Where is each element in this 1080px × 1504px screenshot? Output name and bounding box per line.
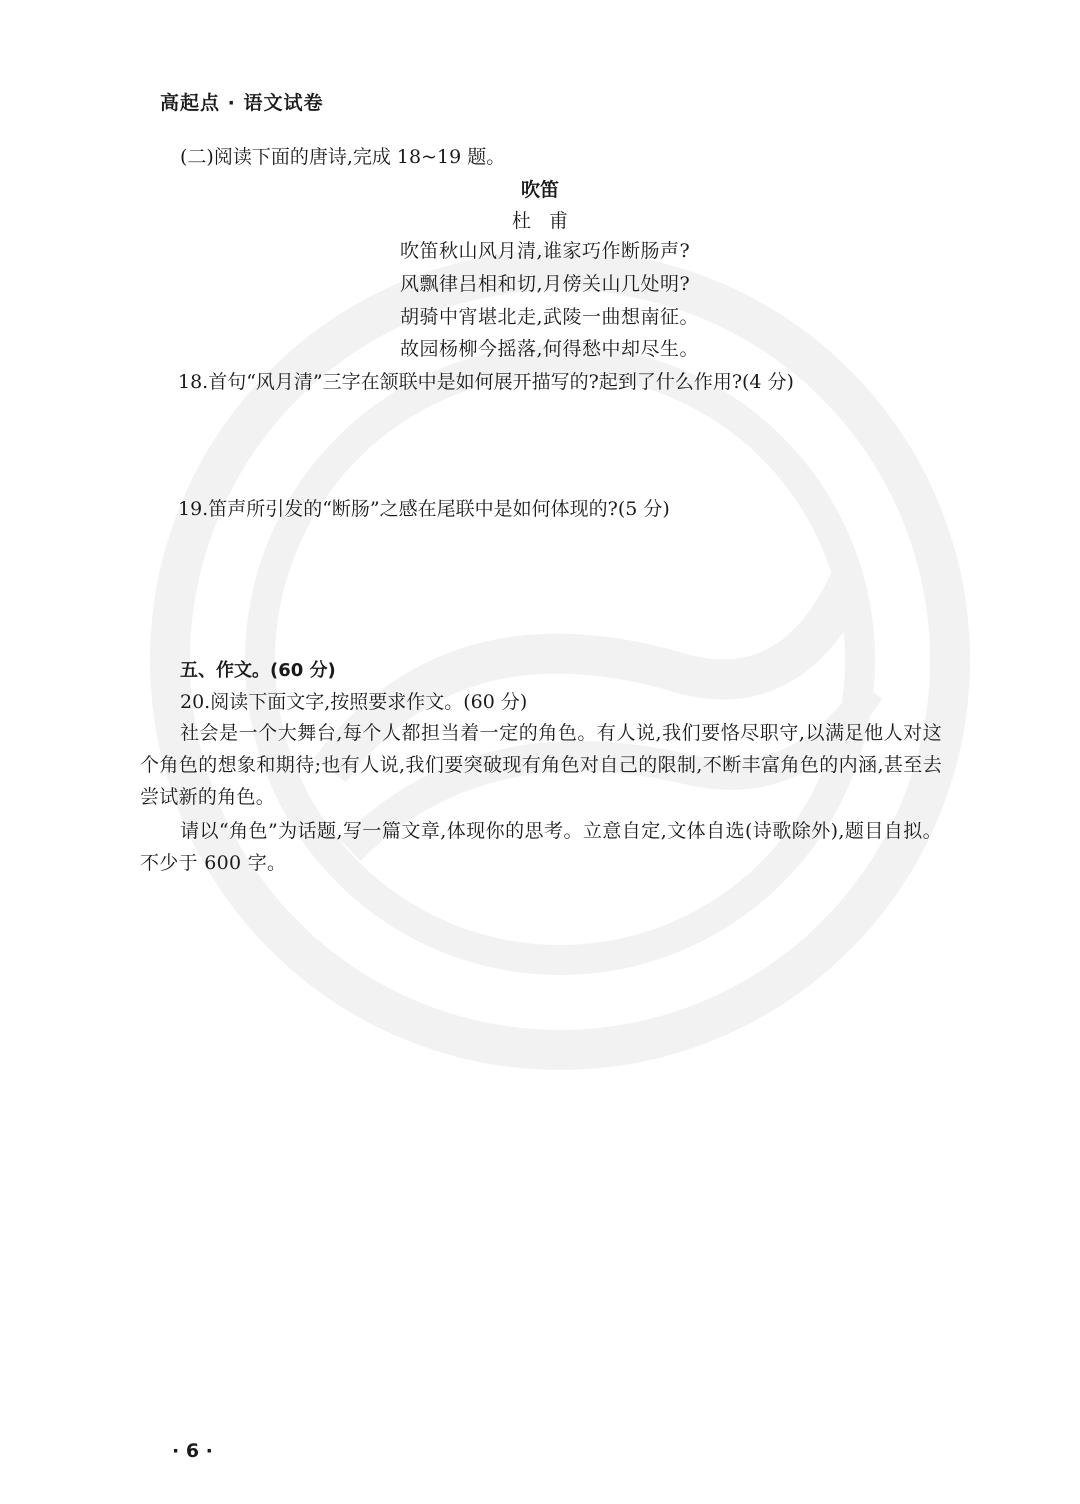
question-20: 20.阅读下面文字,按照要求作文。(60 分) xyxy=(180,691,528,713)
poem-line: 胡骑中宵堪北走,武陵一曲想南征。 xyxy=(400,306,700,328)
essay-requirements-paragraph: 请以“角色”为话题,写一篇文章,体现你的思考。立意自定,文体自选(诗歌除外),题目自拟。不少于 600 字。 xyxy=(140,820,942,874)
poem-title: 吹笛 xyxy=(520,179,559,201)
section-five-heading: 五、作文。(60 分) xyxy=(180,660,336,681)
poem-line: 风飘律吕相和切,月傍关山几处明? xyxy=(400,273,691,295)
question-18: 18.首句“风月清”三字在颔联中是如何展开描写的?起到了什么作用?(4 分) xyxy=(178,371,794,393)
section-two-intro: (二)阅读下面的唐诗,完成 18~19 题。 xyxy=(180,146,506,168)
poem-line: 故园杨柳今摇落,何得愁中却尽生。 xyxy=(400,338,700,360)
running-header: 高起点 · 语文试卷 xyxy=(160,92,324,114)
question-19: 19.笛声所引发的“断肠”之感在尾联中是如何体现的?(5 分) xyxy=(178,498,670,520)
poem-line: 吹笛秋山风月清,谁家巧作断肠声? xyxy=(400,240,691,262)
page-number: · 6 · xyxy=(172,1440,213,1462)
essay-prompt-paragraph: 社会是一个大舞台,每个人都担当着一定的角色。有人说,我们要恪尽职守,以满足他人对这个角色的想象和期待;也有人说,我们要突破现有角色对自己的限制,不断丰富角色的内涵,甚至去尝试新的角色。 xyxy=(140,722,942,808)
poem-author: 杜甫 xyxy=(511,210,586,232)
